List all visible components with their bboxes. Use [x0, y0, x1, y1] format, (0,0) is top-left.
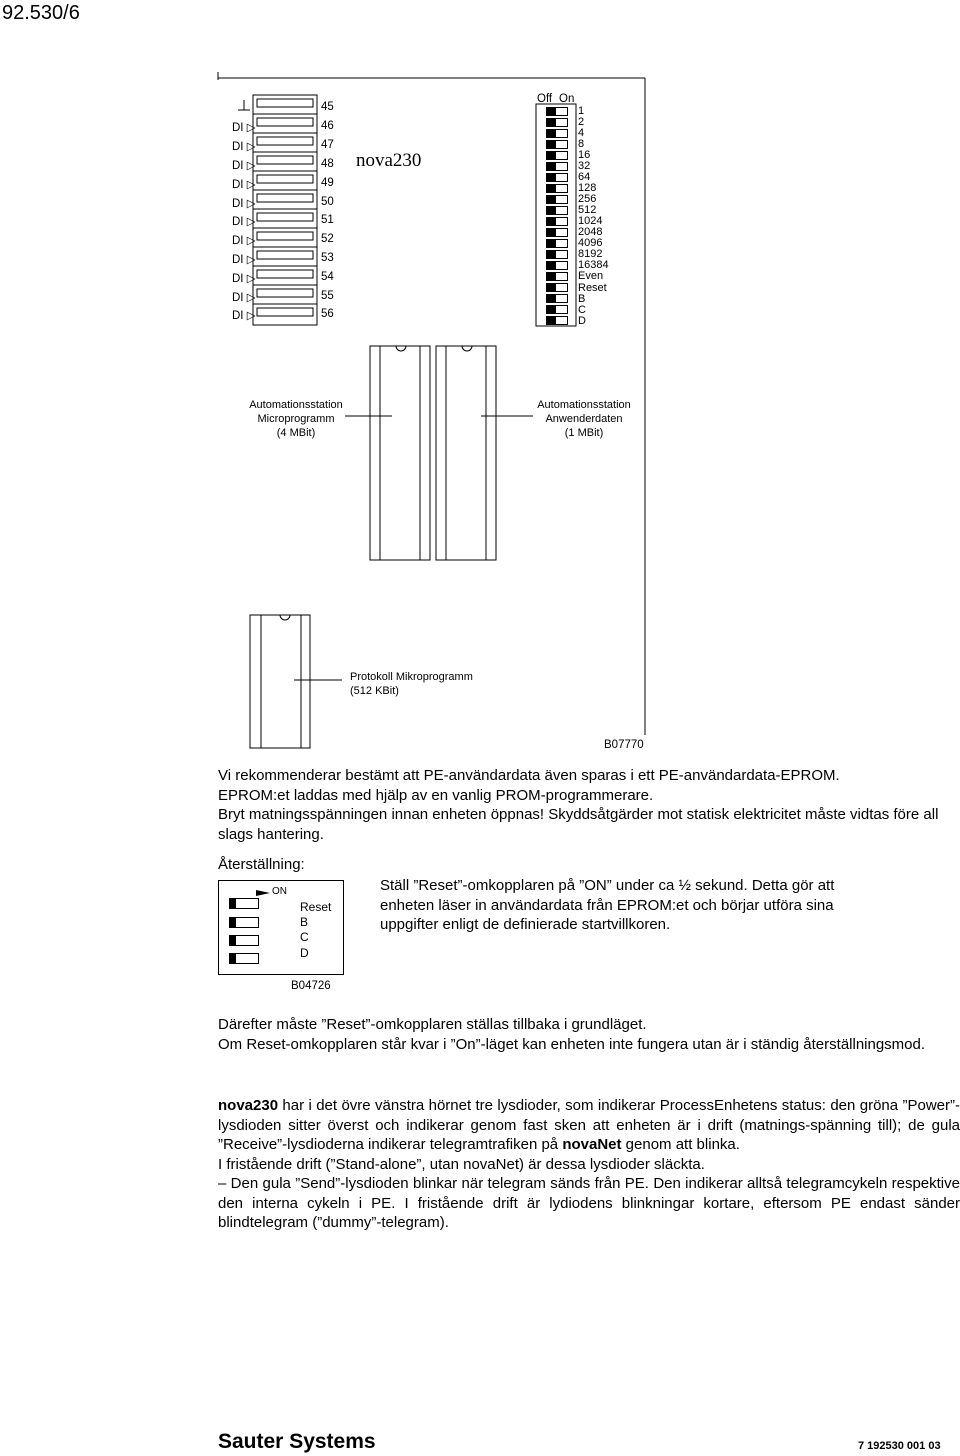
dip-knob [230, 954, 236, 963]
caption-line: Anwenderdaten [545, 413, 623, 425]
dip-switch [546, 250, 568, 259]
dip-switch [546, 173, 568, 182]
dip-label: 1024 [578, 215, 603, 227]
di-input-49: DI ▷ [232, 198, 256, 210]
caption-line: Automationsstation [249, 399, 343, 411]
reset-on-label: ON [272, 886, 287, 897]
dip-knob [547, 306, 556, 313]
dip-switch [546, 239, 568, 248]
paragraph-reset-mode: Om Reset-omkopplaren står kvar i ”On”-läget kan enheten inte fungera utan är i ständig återställningsmod. [218, 1036, 926, 1053]
network-name: novaNet [562, 1136, 622, 1153]
dip-switch [546, 107, 568, 116]
caption-line: Protokoll Mikroprogramm [350, 671, 473, 683]
chip-caption-userdata [524, 398, 644, 440]
chip-caption-protocol [350, 670, 473, 698]
dip-switch [546, 206, 568, 215]
dip-label: 16384 [578, 259, 609, 271]
dip-label: 512 [578, 204, 597, 216]
di-number: 50 [321, 196, 334, 208]
dip-off-label: Off [537, 93, 553, 105]
b-dip-switch [229, 917, 259, 928]
paragraph-leds [218, 1096, 960, 1155]
dip-knob [547, 251, 556, 258]
dip-knob [547, 108, 556, 115]
reset-heading: Återställning: [218, 856, 305, 873]
di-number: 55 [321, 290, 334, 302]
page-number: 92.530/6 [2, 2, 80, 24]
caption-line: (512 KBit) [350, 685, 399, 697]
dip-label: 4 [578, 127, 585, 139]
dip-label: 8 [578, 138, 585, 150]
dip-switch [546, 195, 568, 204]
dip-label: Reset [578, 282, 607, 294]
caption-line: Automationsstation [537, 399, 631, 411]
di-input-48: DI ▷ [232, 179, 256, 191]
dip-label: 4096 [578, 237, 603, 249]
dip-knob [547, 174, 556, 181]
di-input-45: DI ▷ [232, 122, 256, 134]
dip-knob [547, 141, 556, 148]
dip-switch [546, 305, 568, 314]
dip-label: Even [578, 270, 604, 282]
dip-label: 16 [578, 149, 591, 161]
b-label: B [300, 915, 309, 929]
di-number: 47 [321, 139, 334, 151]
dip-switch [546, 294, 568, 303]
dip-knob [547, 119, 556, 126]
di-number: 52 [321, 233, 334, 245]
dip-label: C [578, 304, 586, 316]
di-number: 51 [321, 214, 334, 226]
di-number: 53 [321, 252, 334, 264]
c-dip-switch [229, 935, 259, 946]
paragraph-recommendation: Vi rekommenderar bestämt att PE-användardata även sparas i ett PE-användardata-EPROM. [218, 767, 840, 784]
d-label: D [300, 946, 309, 960]
dip-label: 32 [578, 160, 591, 172]
paragraph-return-switch: Därefter måste ”Reset”-omkopplaren ställas tillbaka i grundläget. [218, 1016, 647, 1033]
dip-knob [547, 273, 556, 280]
di-input-55: DI ▷ [232, 310, 256, 322]
dip-knob [547, 240, 556, 247]
di-number: 54 [321, 271, 334, 283]
dip-knob [547, 262, 556, 269]
d-dip-switch [229, 953, 259, 964]
dip-knob [547, 218, 556, 225]
dip-switch [546, 316, 568, 325]
dip-knob [230, 899, 236, 908]
footer-code: 7 192530 001 03 [858, 1440, 941, 1452]
figure-id: B07770 [604, 739, 644, 751]
dip-knob [547, 185, 556, 192]
dip-knob [547, 284, 556, 291]
dip-switch [546, 184, 568, 193]
reset-label: Reset [300, 900, 332, 914]
product-name: nova230 [218, 1097, 279, 1114]
paragraph-warning: Bryt matningsspänningen innan enheten öppnas! Skyddsåtgärder mot statisk elektricitet måste vidtas före all slags hantering. [218, 806, 939, 843]
di-input-46: DI ▷ [232, 141, 256, 153]
footer-company: Sauter Systems [218, 1430, 376, 1453]
dip-switch [546, 261, 568, 270]
di-number: 45 [321, 101, 334, 113]
dip-label: 1 [578, 105, 585, 117]
dip-knob [547, 207, 556, 214]
di-number: 56 [321, 308, 334, 320]
di-input-53: DI ▷ [232, 273, 256, 285]
dip-switch [546, 140, 568, 149]
di-input-47: DI ▷ [232, 160, 256, 172]
di-input-51: DI ▷ [232, 235, 256, 247]
dip-label: 128 [578, 182, 597, 194]
c-label: C [300, 930, 309, 944]
dip-on-label: On [559, 93, 575, 105]
paragraph-send-led: – Den gula ”Send”-lysdioden blinkar när telegram sänds från PE. Den indikerar alltså telegramcykeln respektive den interna cykeln i PE. I fristående drift är lydiodens blinkningar kortare, eftersom PE endast sänder blindtelegram (”dummy”-telegram). [218, 1175, 960, 1231]
board-title: nova230 [356, 150, 422, 171]
di-input-54: DI ▷ [232, 292, 256, 304]
dip-knob [547, 196, 556, 203]
dip-switch [546, 228, 568, 237]
dip-switch [546, 283, 568, 292]
dip-label: D [578, 315, 586, 327]
reset-description: Ställ ”Reset”-omkopplaren på ”ON” under ca ½ sekund. Detta gör att enheten läser in användardata från EPROM:et och börjar utföra sina uppgifter enligt de definierade startvillkoren. [380, 877, 835, 933]
di-connector-pins [253, 95, 318, 326]
dip-label: 2 [578, 116, 585, 128]
dip-knob [547, 152, 556, 159]
dip-knob [547, 229, 556, 236]
di-number: 49 [321, 177, 334, 189]
dip-switch [546, 129, 568, 138]
reset-figure-id: B04726 [291, 980, 331, 992]
dip-knob [230, 936, 236, 945]
dip-knob [547, 295, 556, 302]
dip-knob [230, 918, 236, 927]
caption-line: (4 MBit) [276, 427, 316, 439]
dip-label: 64 [578, 171, 591, 183]
di-number: 48 [321, 158, 334, 170]
dip-switch [546, 217, 568, 226]
di-input-52: DI ▷ [232, 254, 256, 266]
dip-label: 256 [578, 193, 597, 205]
dip-label: 8192 [578, 248, 603, 260]
text-span: har i det övre vänstra hörnet tre lysdioder, som indikerar ProcessEnhetens status: den gröna ”Power”-lysdioden sitter överst och indikerar genom fast sken att enheten är i drift (matnings-spänning till); de gula ”Receive”-lysdioderna indikerar telegramtrafiken på [218, 1097, 960, 1153]
dip-knob [547, 163, 556, 170]
caption-line: (1 MBit) [564, 427, 604, 439]
chip-caption-microprogram [236, 398, 356, 440]
dip-label: 2048 [578, 226, 603, 238]
reset-dip-switch [229, 898, 259, 909]
dip-label: B [578, 293, 586, 305]
dip-switch [546, 162, 568, 171]
dip-switch [546, 151, 568, 160]
di-number: 46 [321, 120, 334, 132]
dip-knob [547, 130, 556, 137]
paragraph-standalone: I fristående drift (”Stand-alone”, utan novaNet) är dessa lysdioder släckta. [218, 1156, 705, 1173]
dip-switch [546, 272, 568, 281]
di-input-50: DI ▷ [232, 216, 256, 228]
dip-switch [546, 118, 568, 127]
caption-line: Microprogramm [257, 413, 335, 425]
text-span: genom att blinka. [621, 1136, 740, 1153]
paragraph-eprom: EPROM:et laddas med hjälp av en vanlig PROM-programmerare. [218, 787, 654, 804]
dip-knob [547, 317, 556, 324]
